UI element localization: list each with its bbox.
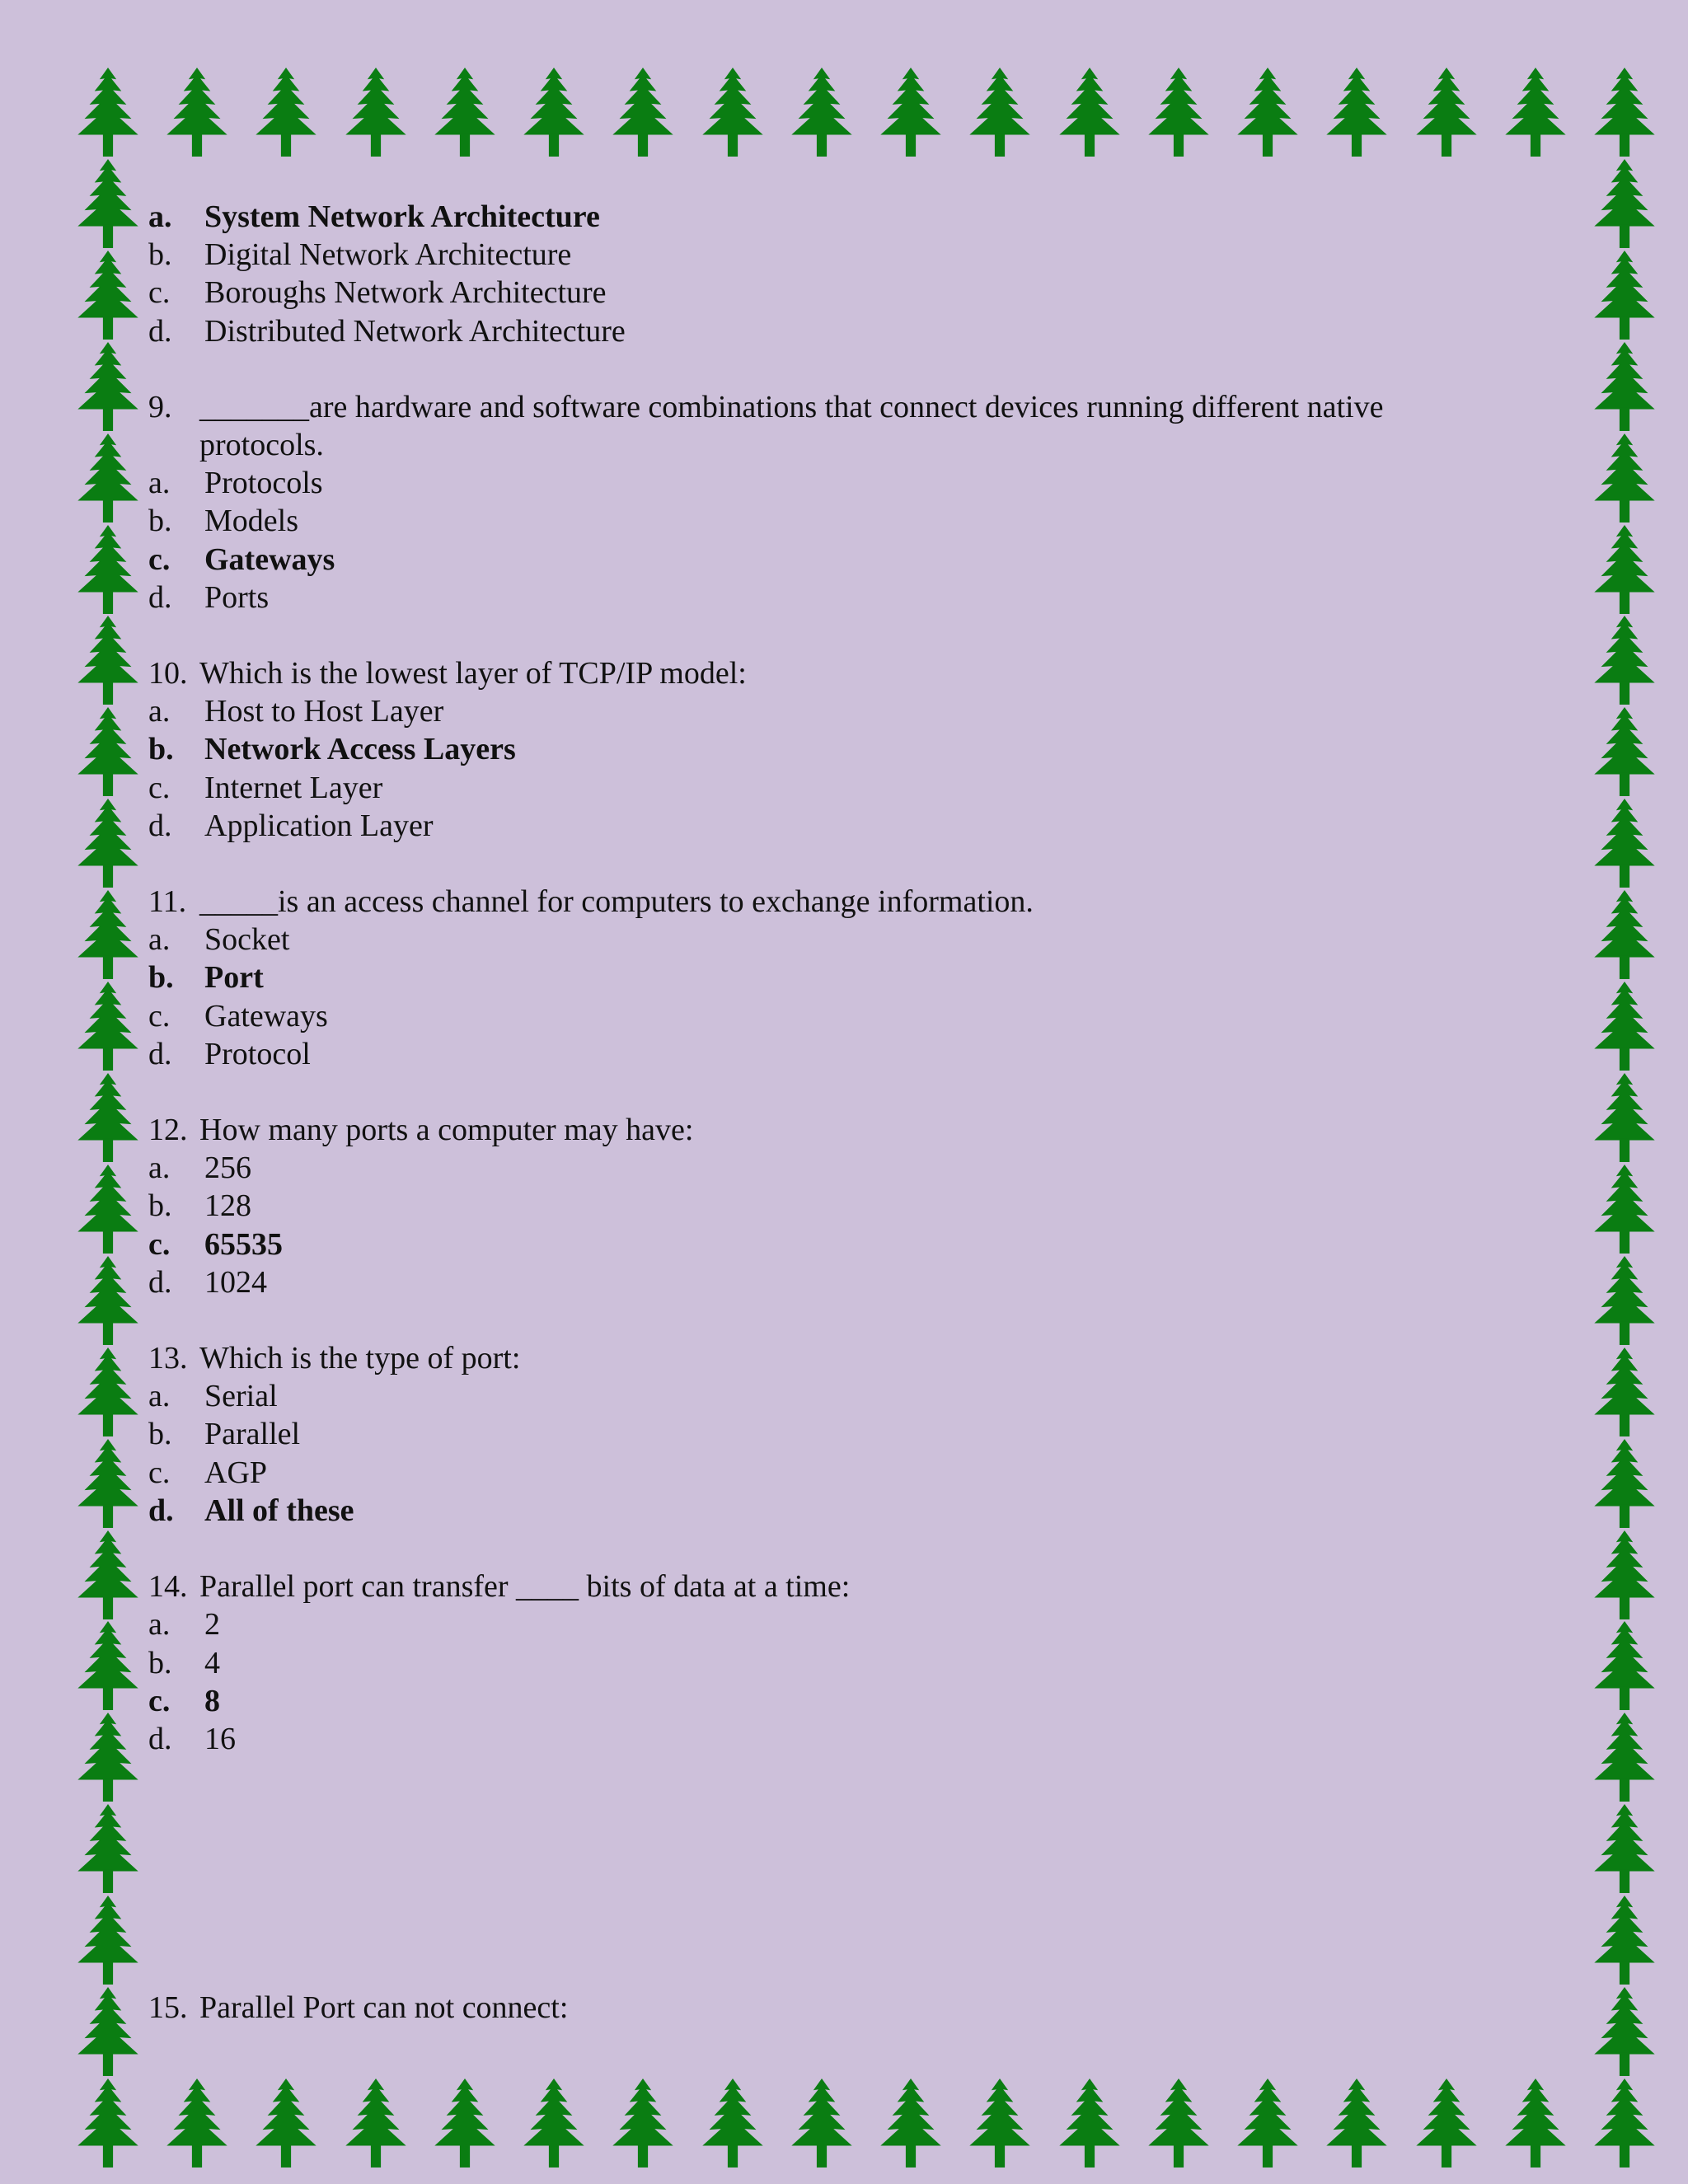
question-body: How many ports a computer may have: <box>199 1113 694 1148</box>
pine-tree-icon <box>776 2077 867 2169</box>
option-text: 4 <box>204 1645 220 1680</box>
option-text: Boroughs Network Architecture <box>204 275 607 311</box>
option-letter: b. <box>148 1417 172 1452</box>
option-text: Gateways <box>204 541 335 577</box>
pine-tree-icon <box>1579 2077 1670 2169</box>
option-11b <box>148 958 1508 996</box>
question-12-text <box>148 1111 1508 1149</box>
option-10c <box>148 769 1508 807</box>
pine-tree-icon <box>63 1346 153 1438</box>
pine-tree-icon <box>865 2077 956 2169</box>
option-text: Gateways <box>204 998 328 1033</box>
option-letter: a. <box>148 694 171 729</box>
option-text: Network Access Layers <box>204 732 516 767</box>
option-13c <box>148 1454 1508 1492</box>
option-letter: c. <box>148 275 171 311</box>
option-text: 1024 <box>204 1264 267 1300</box>
pine-tree-icon <box>63 1254 153 1347</box>
option-14b <box>148 1644 1508 1682</box>
question-number: 14. <box>148 1569 188 1605</box>
option-12b <box>148 1187 1508 1225</box>
question-number: 10. <box>148 656 188 691</box>
question-number: 11. <box>148 884 187 920</box>
pine-tree-icon <box>1579 1529 1670 1621</box>
question-9-text <box>148 388 1508 464</box>
option-letter: b. <box>148 960 174 996</box>
option-text: Socket <box>204 922 290 958</box>
pine-tree-icon <box>1579 1894 1670 1986</box>
pine-tree-icon <box>1579 340 1670 433</box>
option-11a <box>148 921 1508 958</box>
pine-tree-icon <box>1044 66 1135 158</box>
option-text: Protocol <box>204 1036 311 1071</box>
question-14 <box>148 1568 1508 1758</box>
question-15 <box>148 1989 1508 2027</box>
question-12 <box>148 1111 1508 1301</box>
option-text: System Network Architecture <box>204 199 600 234</box>
pine-tree-icon <box>63 523 153 616</box>
question-number: 9. <box>148 389 172 424</box>
option-13b <box>148 1415 1508 1453</box>
pine-tree-icon <box>1579 1437 1670 1530</box>
option-letter: b. <box>148 237 172 273</box>
question-10 <box>148 654 1508 845</box>
option-text: Protocols <box>204 466 323 501</box>
option-text: Serial <box>204 1379 278 1414</box>
option-letter: d. <box>148 1264 172 1300</box>
option-text: Models <box>204 504 298 539</box>
option-9a <box>148 464 1508 502</box>
option-text: Distributed Network Architecture <box>204 313 626 349</box>
pine-tree-icon <box>1579 980 1670 1072</box>
option-text: Host to Host Layer <box>204 694 444 729</box>
pine-tree-icon <box>63 157 153 250</box>
pine-tree-icon <box>331 66 421 158</box>
pine-tree-icon <box>1401 66 1492 158</box>
pine-tree-icon <box>420 2077 510 2169</box>
option-text: 128 <box>204 1188 251 1224</box>
pine-tree-icon <box>420 66 510 158</box>
pine-tree-icon <box>1579 523 1670 616</box>
option-text: All of these <box>204 1493 354 1528</box>
option-letter: d. <box>148 313 172 349</box>
pine-tree-icon <box>63 432 153 524</box>
pine-tree-icon <box>63 249 153 341</box>
question-9 <box>148 388 1508 616</box>
option-letter: d. <box>148 1493 174 1528</box>
question-10-text <box>148 654 1508 692</box>
option-text: Application Layer <box>204 808 434 843</box>
option-14a <box>148 1605 1508 1643</box>
pine-tree-icon <box>1579 888 1670 981</box>
pine-tree-icon <box>1311 66 1402 158</box>
pine-tree-icon <box>1579 1346 1670 1438</box>
option-12a <box>148 1149 1508 1187</box>
option-text: 16 <box>204 1721 236 1756</box>
pine-tree-icon <box>152 2077 242 2169</box>
question-number: 15. <box>148 1990 188 2026</box>
pine-tree-icon <box>63 1529 153 1621</box>
option-letter: c. <box>148 1226 171 1262</box>
option-letter: a. <box>148 1151 171 1186</box>
option-11d <box>148 1035 1508 1073</box>
option-text: Digital Network Architecture <box>204 237 572 273</box>
option-9c <box>148 541 1508 579</box>
question-13-text <box>148 1339 1508 1377</box>
pine-tree-icon <box>865 66 956 158</box>
option-letter: d. <box>148 1036 172 1071</box>
option-10a <box>148 692 1508 730</box>
pine-tree-icon <box>1579 157 1670 250</box>
pine-tree-icon <box>152 66 242 158</box>
pine-tree-icon <box>509 66 599 158</box>
question-number: 13. <box>148 1341 188 1376</box>
question-number: 12. <box>148 1113 188 1148</box>
question-15-text <box>148 1989 1508 2027</box>
pine-tree-icon <box>331 2077 421 2169</box>
option-11c <box>148 997 1508 1035</box>
option-13d <box>148 1492 1508 1530</box>
option-text: Port <box>204 960 264 996</box>
option-letter: d. <box>148 808 172 843</box>
pine-tree-icon <box>63 1894 153 1986</box>
option-text: Parallel <box>204 1417 301 1452</box>
pine-tree-icon <box>63 705 153 798</box>
pine-tree-icon <box>1401 2077 1492 2169</box>
option-letter: b. <box>148 504 172 539</box>
option-letter: c. <box>148 1683 171 1718</box>
pine-tree-icon <box>63 1163 153 1255</box>
pine-tree-icon <box>1579 1802 1670 1895</box>
option-13a <box>148 1377 1508 1415</box>
option-letter: b. <box>148 1188 172 1224</box>
pine-tree-icon <box>1133 66 1224 158</box>
option-letter: c. <box>148 770 171 805</box>
option-letter: a. <box>148 199 172 234</box>
option-letter: d. <box>148 1721 172 1756</box>
option-12c <box>148 1226 1508 1263</box>
pine-tree-icon <box>63 797 153 889</box>
pine-tree-icon <box>1044 2077 1135 2169</box>
pine-tree-icon <box>1222 66 1313 158</box>
pine-tree-icon <box>1579 1711 1670 1803</box>
pine-tree-icon <box>63 1071 153 1164</box>
option-letter: a. <box>148 1607 171 1643</box>
question-body: Parallel port can transfer ____ bits of data at a time: <box>199 1569 851 1605</box>
pine-tree-icon <box>1579 1619 1670 1712</box>
question-body: _____is an access channel for computers to exchange information. <box>199 884 1034 920</box>
option-text: Ports <box>204 579 270 615</box>
pine-tree-icon <box>1579 66 1670 158</box>
question-body: _______are hardware and software combinations that connect devices running different native protocols. <box>199 389 1384 463</box>
option-letter: d. <box>148 579 172 615</box>
pine-tree-icon <box>241 66 331 158</box>
option-14c <box>148 1682 1508 1720</box>
pine-tree-icon <box>63 66 153 158</box>
pine-tree-icon <box>1490 66 1581 158</box>
option-14d <box>148 1720 1508 1758</box>
pine-tree-icon <box>1579 705 1670 798</box>
question-11-text <box>148 883 1508 921</box>
option-10b <box>148 730 1508 768</box>
option-letter: a. <box>148 1379 171 1414</box>
option-letter: c. <box>148 541 171 577</box>
pine-tree-icon <box>1579 1163 1670 1255</box>
option-8a <box>148 198 1508 236</box>
option-8d <box>148 312 1508 350</box>
pine-tree-icon <box>63 1437 153 1530</box>
pine-tree-icon <box>63 1619 153 1712</box>
pine-tree-icon <box>598 66 688 158</box>
pine-tree-icon <box>776 66 867 158</box>
pine-tree-icon <box>954 2077 1045 2169</box>
pine-tree-icon <box>63 2077 153 2169</box>
question-13 <box>148 1339 1508 1530</box>
option-letter: a. <box>148 922 171 958</box>
pine-tree-icon <box>1579 797 1670 889</box>
option-9b <box>148 502 1508 540</box>
pine-tree-icon <box>63 1985 153 2078</box>
question-14-text <box>148 1568 1508 1605</box>
option-text: 256 <box>204 1151 251 1186</box>
option-text: 8 <box>204 1683 220 1718</box>
option-letter: c. <box>148 998 171 1033</box>
pine-tree-icon <box>687 2077 778 2169</box>
pine-tree-icon <box>1579 1071 1670 1164</box>
pine-tree-icon <box>1490 2077 1581 2169</box>
pine-tree-icon <box>63 888 153 981</box>
pine-tree-icon <box>509 2077 599 2169</box>
option-8b <box>148 236 1508 274</box>
option-text: AGP <box>204 1455 268 1490</box>
pine-tree-icon <box>1579 432 1670 524</box>
question-11 <box>148 883 1508 1073</box>
option-letter: b. <box>148 1645 172 1680</box>
pine-tree-icon <box>1311 2077 1402 2169</box>
pine-tree-icon <box>598 2077 688 2169</box>
pine-tree-icon <box>1579 1254 1670 1347</box>
option-letter: c. <box>148 1455 171 1490</box>
pine-tree-icon <box>63 1802 153 1895</box>
question-body: Parallel Port can not connect: <box>199 1990 569 2026</box>
quiz-page <box>148 198 1508 2027</box>
option-10d <box>148 807 1508 845</box>
question-body: Which is the type of port: <box>199 1341 521 1376</box>
option-9d <box>148 579 1508 616</box>
option-12d <box>148 1263 1508 1301</box>
pine-tree-icon <box>63 1711 153 1803</box>
pine-tree-icon <box>1133 2077 1224 2169</box>
pine-tree-icon <box>63 980 153 1072</box>
pine-tree-icon <box>63 340 153 433</box>
pine-tree-icon <box>241 2077 331 2169</box>
pine-tree-icon <box>1222 2077 1313 2169</box>
pine-tree-icon <box>954 66 1045 158</box>
option-text: Internet Layer <box>204 770 383 805</box>
pine-tree-icon <box>63 614 153 706</box>
pine-tree-icon <box>1579 614 1670 706</box>
option-letter: a. <box>148 466 171 501</box>
option-text: 2 <box>204 1607 220 1643</box>
question-8 <box>148 198 1508 350</box>
question-body: Which is the lowest layer of TCP/IP model: <box>199 656 747 691</box>
option-letter: b. <box>148 732 174 767</box>
option-text: 65535 <box>204 1226 283 1262</box>
option-8c <box>148 274 1508 312</box>
pine-tree-icon <box>1579 1985 1670 2078</box>
pine-tree-icon <box>1579 249 1670 341</box>
pine-tree-icon <box>687 66 778 158</box>
